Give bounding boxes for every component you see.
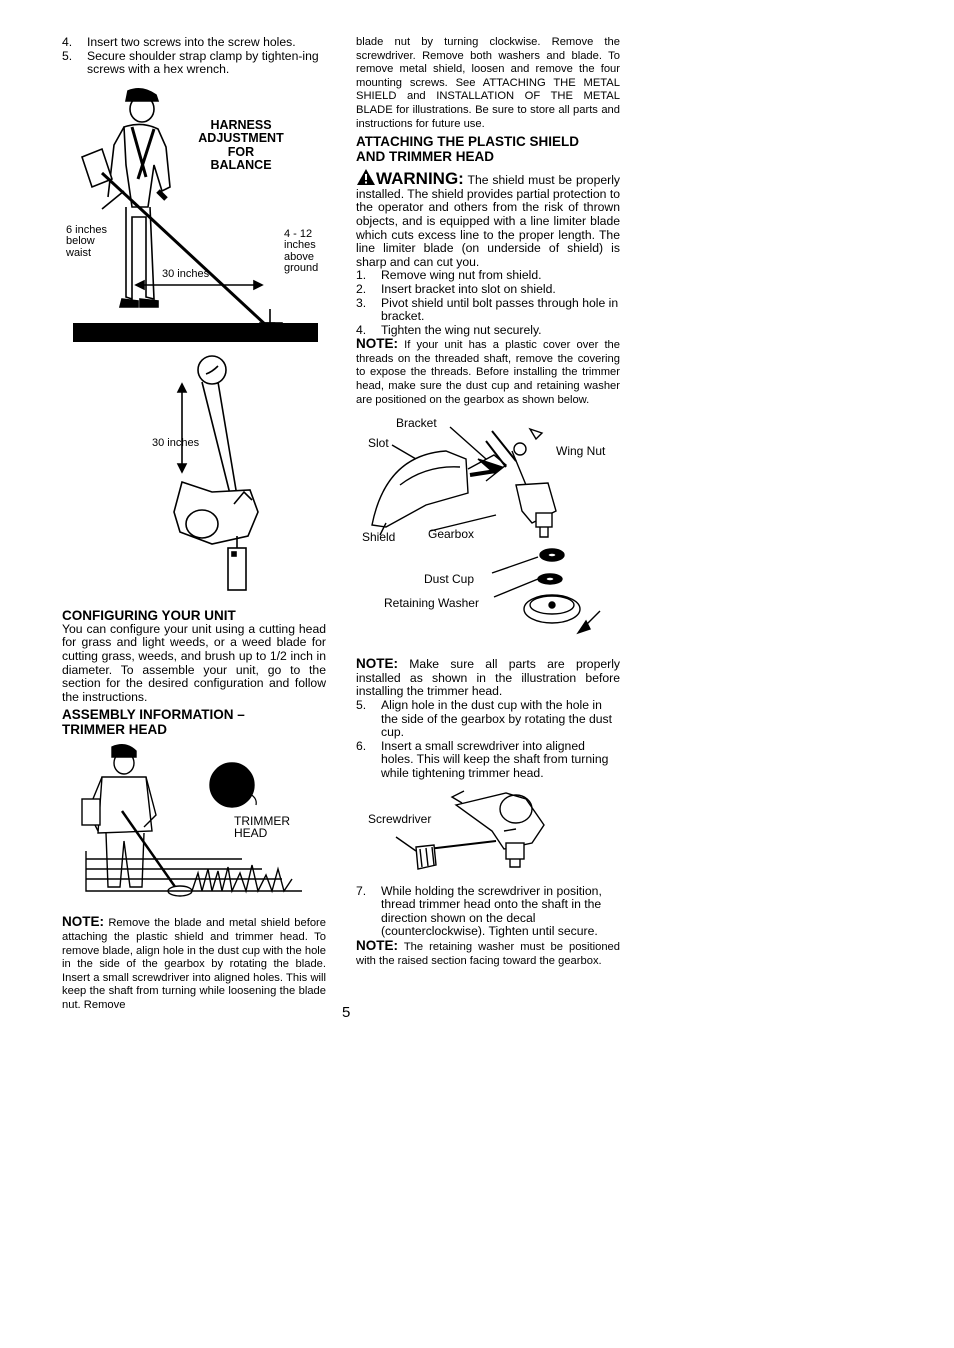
attach-heading: ATTACHING THE PLASTIC SHIELD AND TRIMMER HEAD — [356, 134, 579, 165]
blade-removal-note: NOTE: Remove the blade and metal shield before attaching the plastic shield and trimmer head. To remove blade, align hole in the dust cup with the hole in the side of the gearbox by rotating the blade. Insert a small screwdriver into aligned holes. This will keep the shaft from turning while loosening the blade nut. Remove — [62, 914, 326, 1011]
distance-label: 30 inches — [162, 267, 210, 280]
continuation-text: blade nut by turning clockwise. Remove the screwdriver. Remove both washers and blade. To remove metal shield, loosen and remove the four mounting screws. See ATTACHING THE METAL SHIELD and INSTALLATION OF THE METAL BLADE for illustrations. Be sure to store all parts and instructions for future use. — [356, 36, 620, 130]
list-item: 1. Remove wing nut from shield. — [356, 268, 542, 283]
retaining-washer-label: Retaining Washer — [384, 596, 479, 611]
shaft-length-label: 30 inches — [152, 436, 200, 449]
list-item: 3. Pivot shield until bolt passes through hole in bracket. — [356, 295, 619, 324]
warning-icon — [356, 168, 376, 186]
configuring-heading: CONFIGURING YOUR UNIT — [62, 607, 236, 623]
assembly-heading: ASSEMBLY INFORMATION – TRIMMER HEAD — [62, 707, 245, 738]
list-item: 5. Secure shoulder strap clamp by tighten-ing screws with a hex wrench. — [62, 48, 319, 77]
trimmer-head-figure — [62, 741, 326, 911]
harness-title: HARNESS ADJUSTMENT FOR BALANCE — [198, 117, 284, 173]
page-number: 5 — [342, 1004, 351, 1021]
bracket-label: Bracket — [396, 416, 437, 431]
harness-figure — [62, 87, 326, 333]
dust-cup-label: Dust Cup — [424, 572, 475, 587]
threads-note: NOTE: If your unit has a plastic cover over the threads on the threaded shaft, remove the covering to expose the threads. Before installing the trimmer head, make sure the dust cup and retaining washer are positioned on the gearbox as shown below. — [356, 336, 620, 406]
screwdriver-label: Screwdriver — [368, 811, 432, 826]
screwdriver-figure — [356, 785, 620, 879]
strap-steps — [62, 36, 326, 77]
alignment-steps — [356, 699, 620, 781]
list-item: 2. Insert bracket into slot on shield. — [356, 281, 556, 296]
shield-assembly-figure — [356, 415, 620, 653]
washer-note: NOTE: The retaining washer must be positioned with the raised section facing toward the gearbox. — [356, 937, 620, 967]
list-item: 5. Align hole in the dust cup with the hole in the side of the gearbox by rotating the dust cup. — [356, 698, 613, 740]
parts-note: NOTE: Make sure all parts are properly installed as shown in the illustration before installing the trimmer head. — [356, 656, 620, 699]
list-item: 7. While holding the screwdriver in position, thread trimmer head onto the shaft in the direction shown on the decal (counterclockwise). Tighten until secure. — [356, 883, 602, 939]
slot-label: Slot — [368, 436, 389, 451]
ground-label: 4 - 12 inches above ground — [284, 227, 319, 275]
harness-illustration — [62, 87, 326, 333]
list-item: 4. Insert two screws into the screw holes. — [62, 35, 296, 49]
warning-paragraph: WARNING: The shield must be properly installed. The shield provides partial protection to the operator and others from the risk of thrown objects, and is equipped with a line limiter blade which cuts excess line to the proper length. The line limiter blade (on underside of shield) is sharp and can cut you. — [356, 169, 620, 269]
screwdriver-illustration — [356, 785, 620, 879]
wing-nut-label: Wing Nut — [556, 444, 606, 459]
thread-steps — [356, 885, 620, 939]
list-item: 6. Insert a small screwdriver into aligned holes. This will keep the shaft from turning while tightening trimmer head. — [356, 738, 609, 780]
left-column — [62, 36, 326, 1013]
list-item: 4. Tighten the wing nut securely. — [356, 322, 542, 337]
shield-label: Shield — [362, 530, 396, 545]
right-column — [356, 36, 620, 968]
gearbox-label: Gearbox — [428, 527, 475, 542]
trimmer-head-label: TRIMMER HEAD — [234, 814, 290, 841]
configuring-body: You can configure your unit using a cutting head for grass and light weeds, or a weed blade for cutting grass, weeds, and brush up to 1/2 inch in diameter. To assemble your unit, go to the section for the desired configuration and follow the instructions. — [62, 621, 326, 704]
shaft-length-figure — [62, 352, 326, 602]
shield-steps — [356, 269, 620, 337]
trimmer-length-illustration — [62, 352, 326, 602]
waist-label: 6 inches below waist — [66, 223, 107, 259]
